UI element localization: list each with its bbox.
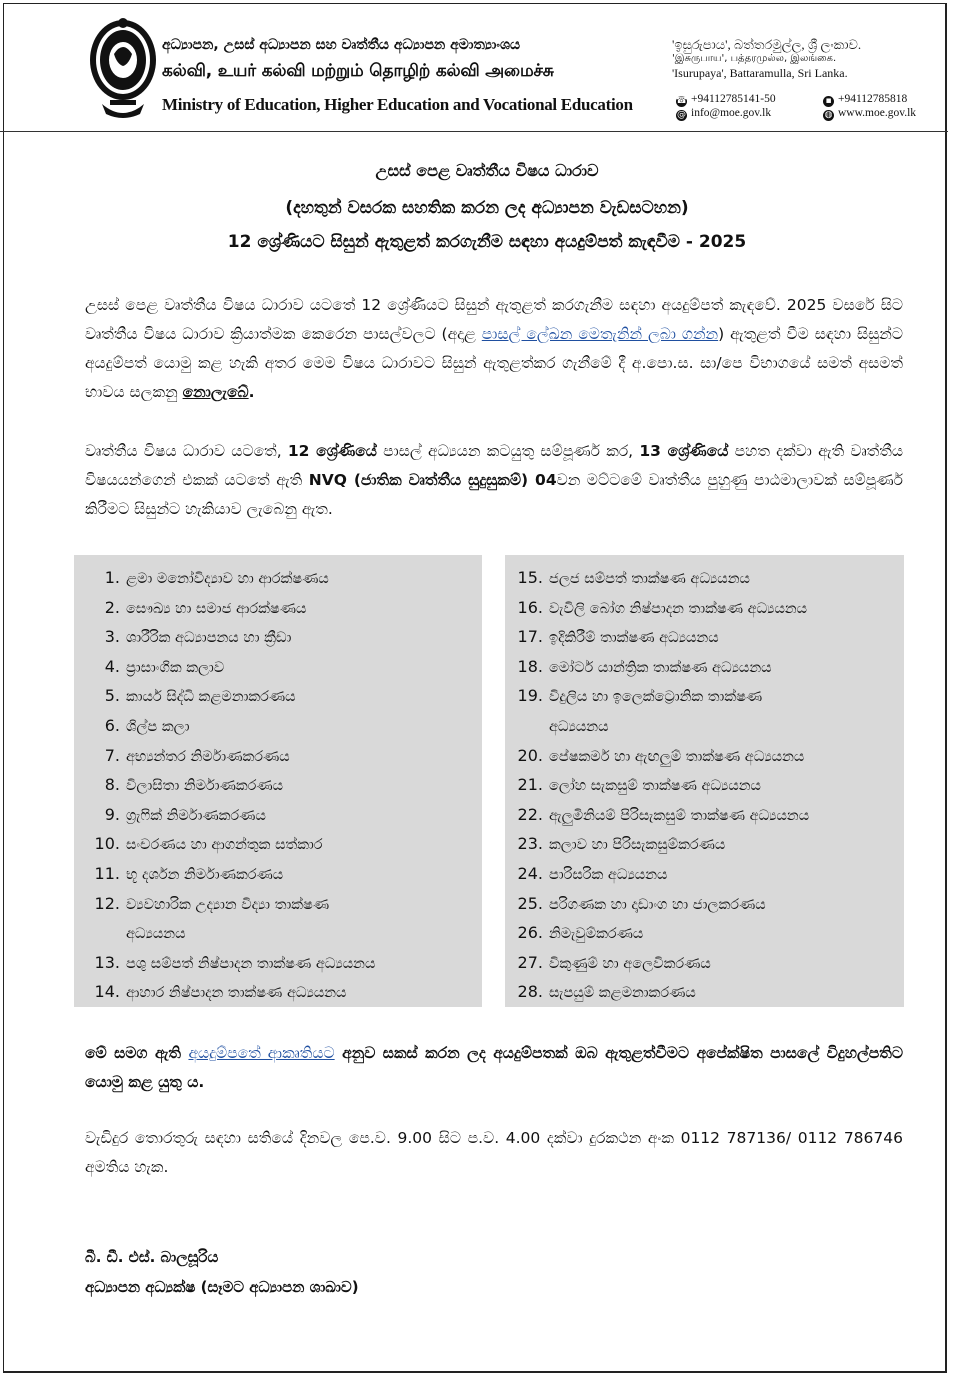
phone-contact <box>676 94 776 107</box>
subject-number: 28. <box>517 982 543 1002</box>
title-line-3: 12 ශ්‍රේණියට සිසුන් ඇතුළත් කරගැනීම සඳහා අයදුම්පත් කැඳවීම - 2025 <box>227 232 747 252</box>
title-line-1: උසස් පෙළ වෘත්තීය විෂය ධාරාව <box>375 161 599 180</box>
subject-item <box>90 889 478 950</box>
subject-name: ළමා මනෝවිද්‍යාව හා ආරක්ෂණය <box>126 571 329 587</box>
subject-name: වැවිලි බෝග නිෂ්පාදන තාක්ෂණ අධ්‍යයනය <box>549 600 808 617</box>
subject-item <box>90 711 478 743</box>
subject-name: ඇලුමිනියම් පිරිසැකසුම් තාක්ෂණ අධ්‍යයනය <box>549 807 810 824</box>
subject-item <box>90 593 478 625</box>
signatory-name: බී. ඩී. එස්. බාලසූරිය <box>85 1248 219 1266</box>
subject-number: 5. <box>104 686 120 706</box>
fax-icon: ▪ <box>823 96 834 107</box>
ministry-name-sinhala: අධ්‍යාපන, උසස් අධ්‍යාපන සහ වෘත්තීය අධ්‍යාපන අමාත්‍යාංශය <box>162 37 521 53</box>
phone-icon: ☎ <box>676 96 688 106</box>
subject-name: සෞඛ්‍ය හා සමාජ ආරක්ෂණය <box>126 600 307 617</box>
subject-number: 15. <box>517 568 543 587</box>
subject-item <box>513 918 901 950</box>
subject-number: 11. <box>94 864 120 883</box>
subject-number: 25. <box>517 893 543 913</box>
subject-number: 10. <box>94 834 120 854</box>
subject-name-continued: අධ්‍යයනය <box>126 926 186 943</box>
subject-name: සංචරණය හා ආගන්තුක සත්කාර <box>126 837 323 854</box>
subject-name: පරිගණක හා දෘඩාංග හා ජාලකරණය <box>549 896 766 913</box>
subject-name: සැපයුම් කළමනාකරණය <box>549 985 696 1002</box>
subject-number: 22. <box>517 804 543 824</box>
subject-number: 21. <box>517 775 543 795</box>
subject-list-left <box>74 555 482 1007</box>
subject-name: මෝටර් යාන්ත්‍රික තාක්ෂණ අධ්‍යයනය <box>549 659 772 676</box>
subject-name: කාර්ය සිද්ධි කළමනාකරණය <box>126 689 296 706</box>
school-list-link[interactable]: පාසල් ලේඛන මෙතැනින් ලබා ගන්න <box>481 325 719 343</box>
subject-list-right <box>505 555 904 1007</box>
subject-number: 27. <box>517 952 543 972</box>
subject-number: 13. <box>94 952 120 972</box>
subject-name: නිමැවුම්කරණය <box>549 926 644 943</box>
subject-item <box>90 948 478 980</box>
subject-item <box>513 770 901 802</box>
subject-name: විදුලිය හා ඉලෙක්ට්‍රොනික තාක්ෂණ <box>549 689 763 706</box>
website-url: www.moe.gov.lk <box>838 107 917 119</box>
subject-number: 6. <box>104 716 120 735</box>
subject-item <box>513 889 901 921</box>
subject-name: ආහාර නිෂ්පාදන තාක්ෂණ අධ්‍යයනය <box>126 985 347 1002</box>
email-icon: @ <box>677 110 686 120</box>
subject-name: ලෝහ සැකසුම් තාක්ෂණ අධ්‍යයනය <box>549 778 761 795</box>
subject-name: විකුණුම් හා අලෙවිකරණය <box>549 955 711 972</box>
subject-item <box>90 652 478 684</box>
header-divider <box>0 131 948 132</box>
subject-item <box>513 741 901 773</box>
subject-number: 1. <box>104 568 120 587</box>
subject-item <box>90 770 478 802</box>
subject-number: 16. <box>517 597 543 617</box>
subject-number: 14. <box>94 982 120 1002</box>
subject-number: 24. <box>517 864 543 883</box>
subject-item <box>513 563 901 595</box>
subject-number: 12. <box>94 893 120 913</box>
subject-number: 8. <box>104 775 120 795</box>
nvq-paragraph: වෘත්තීය විෂය ධාරාව යටතේ, 12 ශ්‍රේණියේ පාසල් අධ්‍යයන කටයුතු සම්පූර්ණ කර, 13 ශ්‍රේණියේ පහත දක්වා ඇති වෘත්තීය විෂයයන්ගෙන් එකක් යටතේ ඇති NVQ (ජාතික වෘත්තීය සුදුසුකම්) 04වන මට්ටමේ වෘත්තීය පුහුණු පාඨමාලාවක් සම්පූර්ණ කිරීමට සිසුන්ට හැකියාව ලැබෙනු ඇත. <box>85 442 903 518</box>
subject-item <box>513 829 901 861</box>
subject-item <box>90 977 478 1009</box>
phone-number: +94112785141-50 <box>691 93 776 105</box>
globe-icon: ◍ <box>824 110 833 120</box>
not-considered-text: නොලැබේ <box>182 383 249 401</box>
ministry-name-english: Ministry of Education, Higher Education and Vocational Education <box>162 95 633 114</box>
subject-name: අභ්‍යන්තර නිර්මාණකරණය <box>126 748 290 765</box>
subject-number: 18. <box>517 656 543 676</box>
subject-name: ජලජ සම්පත් තාක්ෂණ අධ්‍යයනය <box>549 571 750 587</box>
subject-item <box>513 593 901 625</box>
application-form-link[interactable]: අයදුම්පතේ ආකෘතියට <box>188 1044 335 1062</box>
intro-paragraph: උසස් පෙළ වෘත්තීය විෂය ධාරාව යටතේ 12 ශ්‍රේණියට සිසුන් ඇතුළත් කරගැනීම සඳහා අයදුම්පත් කැඳවේ. 2025 වසරේ සිට වෘත්තීය විෂය ධාරාව ක්‍රියාත්මක කෙරෙන පාසල්වලට (අදාළ පාසල් ලේඛන මෙතැනින් ලබා ගන්න) ඇතුළත් වීම සඳහා සිසුන්ට අයදුම්පත් යොමු කළ හැකි අතර මෙම විෂය ධාරාවට සිසුන් ඇතුළත්කර ගැනීමේ දී අ.පො.ස. සා/පෙ විභාගයේ සමත් අසමත් භාවය සලකනු නොලැබේ. <box>85 296 903 401</box>
title-line-2: (දහතුන් වසරක සහතික කරන ලද අධ්‍යාපන වැඩසටහන) <box>285 198 689 218</box>
subject-number: 7. <box>104 745 120 765</box>
subject-name: විලාසිතා නිර්මාණකරණය <box>126 778 284 795</box>
contact-paragraph: වැඩිදුර තොරතුරු සඳහා සතියේ දිනවල පෙ.ව. 9.00 සිට ප.ව. 4.00 දක්වා දුරකථන අංක 0112 787136/ 0112 786746 අමතිය හැක. <box>85 1129 903 1176</box>
subject-number: 23. <box>517 834 543 854</box>
subject-name: ව්‍යවහාරික උද්‍යාන විද්‍යා තාක්ෂණ <box>126 896 330 913</box>
subject-item <box>90 829 478 861</box>
subject-item <box>90 681 478 713</box>
subject-item <box>513 652 901 684</box>
subject-item <box>90 622 478 654</box>
website-contact <box>823 108 916 121</box>
email-address: info@moe.gov.lk <box>691 107 772 119</box>
subject-number: 9. <box>104 804 120 824</box>
subject-item <box>513 859 901 891</box>
subject-item <box>513 977 901 1009</box>
subject-item <box>90 800 478 832</box>
subject-number: 2. <box>104 597 120 617</box>
email-contact <box>676 108 771 121</box>
fax-number: +94112785818 <box>838 93 908 105</box>
subject-name: පශු සම්පත් නිෂ්පාදන තාක්ෂණ අධ්‍යයනය <box>126 955 376 972</box>
subject-item <box>90 563 478 595</box>
application-paragraph: මේ සමග ඇති අයදුම්පතේ ආකෘතියට අනුව සකස් කරන ලද අයදුම්පතක් ඔබ ඇතුළත්වීමට අපේක්ෂිත පාසලේ විදුහල්පතිට යොමු කළ යුතු ය. <box>85 1044 903 1091</box>
subject-name: පේෂකර්ම හා ඇඟලුම් තාක්ෂණ අධ්‍යයනය <box>549 748 805 765</box>
letterhead <box>0 0 974 135</box>
subject-item <box>513 948 901 980</box>
subject-number: 19. <box>517 686 543 706</box>
subject-name-continued: අධ්‍යයනය <box>549 718 609 735</box>
address-english: 'Isurupaya', Battaramulla, Sri Lanka. <box>672 66 848 80</box>
fax-contact <box>823 94 907 107</box>
subject-number: 4. <box>104 656 120 676</box>
subject-name: ඉදිකිරීම් තාක්ෂණ අධ්‍යයනය <box>549 630 719 647</box>
subject-item <box>513 800 901 832</box>
subject-item <box>90 859 478 891</box>
subject-name: පාරිසරික අධ්‍යයනය <box>549 867 668 883</box>
subject-number: 20. <box>517 745 543 765</box>
subject-name: භූ දර්ශන නිර්මාණකරණය <box>126 867 284 883</box>
ministry-name-tamil: கல்வி, உயர் கல்வி மற்றும் தொழிற் கல்வி அமைச்சு <box>162 61 554 81</box>
subject-name: ශාරීරික අධ්‍යාපනය හා ක්‍රීඩා <box>126 630 292 647</box>
address-tamil: 'இசுருபாய', பத்தரமுல்ல, இலங்கை. <box>672 53 837 64</box>
subject-number: 3. <box>104 627 120 647</box>
address-sinhala: 'ඉසුරුපාය', බත්තරමුල්ල, ශ්‍රී ලංකාව. <box>672 37 862 52</box>
state-emblem-icon <box>88 14 158 120</box>
signatory-title: අධ්‍යාපන අධ්‍යක්ෂ (සෑමට අධ්‍යාපන ශාඛාව) <box>85 1278 359 1296</box>
subject-item <box>513 622 901 654</box>
subject-item <box>90 741 478 773</box>
subject-name: ශිල්ප කලා <box>126 719 190 735</box>
subject-number: 26. <box>517 923 543 943</box>
subject-name: ප්‍රාසාංගික කලාව <box>126 659 225 676</box>
subject-number: 17. <box>517 627 543 647</box>
subject-name: කලාව හා පිරිසැකසුම්කරණය <box>549 837 726 854</box>
subject-item <box>513 681 901 742</box>
subject-name: ග්‍රැෆික් නිර්මාණකරණය <box>126 807 266 824</box>
